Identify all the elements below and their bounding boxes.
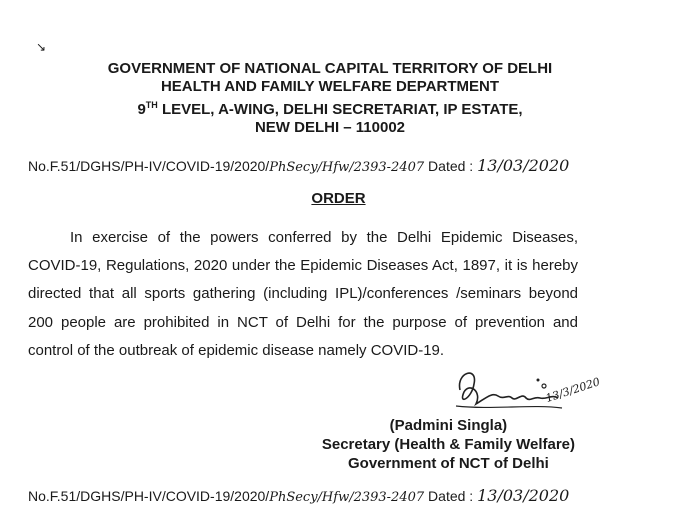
signature-scrawl xyxy=(452,362,622,422)
handwritten-dispatch-number: PhSecy/Hfw/2393-2407 xyxy=(269,490,425,505)
handwritten-date: 13/03/2020 xyxy=(477,156,570,175)
signatory-designation: Secretary (Health & Family Welfare) xyxy=(321,436,575,453)
signatory-name: (Padmini Singla) xyxy=(389,417,508,434)
level-suffix: TH xyxy=(145,100,158,110)
letterhead-line-3 xyxy=(60,96,600,119)
signatory-office: Government of NCT of Delhi xyxy=(348,455,549,472)
order-title: ORDER xyxy=(311,190,366,207)
signature-date: 13/3/2020 xyxy=(543,375,602,405)
reference-line-bottom xyxy=(28,486,569,505)
dated-label: Dated : xyxy=(428,158,474,174)
dated-label: Dated : xyxy=(428,488,474,504)
order-body: In exercise of the powers conferred by the Delhi Epidemic Diseases, COVID-19, Regulations, 2020 under the Epidemic Diseases Act, 1897, it is hereby directed that all sports gathering (including IPL)/conferences /seminars beyond 200 people are prohibited in NCT of Delhi for the purpose of prevention and control of the outbreak of epidemic disease namely COVID-19. xyxy=(28,229,578,359)
address-text: LEVEL, A-WING, DELHI SECRETARIAT, IP ESTATE, xyxy=(157,101,523,118)
signature-block xyxy=(322,416,575,473)
letterhead-line-2: HEALTH AND FAMILY WELFARE DEPARTMENT xyxy=(160,78,500,95)
handwritten-date: 13/03/2020 xyxy=(477,486,570,505)
level-number: 9 xyxy=(137,101,146,118)
letterhead xyxy=(60,60,600,137)
corner-mark: ↘ xyxy=(36,40,47,54)
handwritten-dispatch-number: PhSecy/Hfw/2393-2407 xyxy=(269,160,425,175)
file-number: No.F.51/DGHS/PH-IV/COVID-19/2020/ xyxy=(28,488,270,504)
reference-line-top xyxy=(28,156,569,175)
letterhead-line-4: NEW DELHI – 110002 xyxy=(254,119,406,136)
letterhead-line-1: GOVERNMENT OF NATIONAL CAPITAL TERRITORY OF DELHI xyxy=(107,60,553,77)
file-number: No.F.51/DGHS/PH-IV/COVID-19/2020/ xyxy=(28,158,270,174)
